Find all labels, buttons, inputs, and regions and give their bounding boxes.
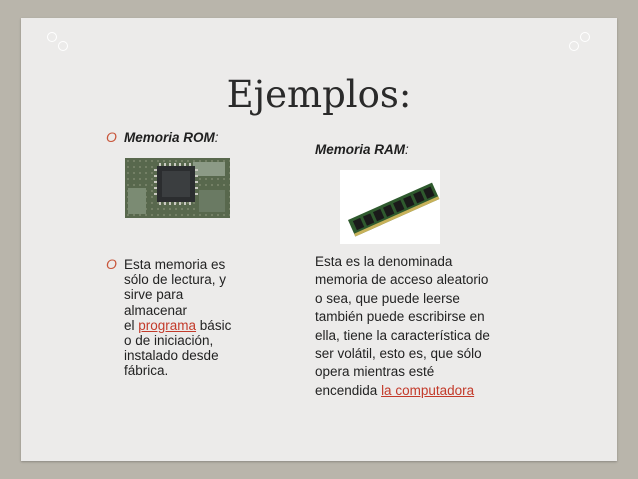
ram-description: Esta es la denominada memoria de acceso aleatorio o sea, que puede leerse también puede escribirse en ella, tiene la característica de ser volátil, esto es, que sólo opera mientras esté encendida la computadora (315, 254, 490, 398)
ram-label: Memoria RAM: (315, 142, 409, 157)
corner-ring-top-left-icon (47, 32, 57, 42)
corner-ring-top-left-icon (58, 41, 68, 51)
corner-ring-top-right-icon (569, 41, 579, 51)
programa-link[interactable]: programa (138, 317, 197, 333)
bullet-icon: O (106, 256, 117, 272)
rom-label: Memoria ROM: (124, 130, 219, 145)
ram-module-image (340, 170, 440, 244)
bullet-icon: O (106, 129, 117, 145)
corner-ring-top-right-icon (580, 32, 590, 42)
rom-description: Esta memoria es sólo de lectura, y sirve para almacenar el programa básic o de iniciación, instalado desde fábrica. (124, 257, 232, 379)
slide-title: Ejemplos: (226, 73, 412, 116)
rom-chip-image (125, 158, 230, 218)
rom-chip-photo-icon (125, 158, 230, 218)
ram-module-photo-icon (340, 170, 440, 244)
computadora-link[interactable]: la computadora (381, 382, 475, 398)
